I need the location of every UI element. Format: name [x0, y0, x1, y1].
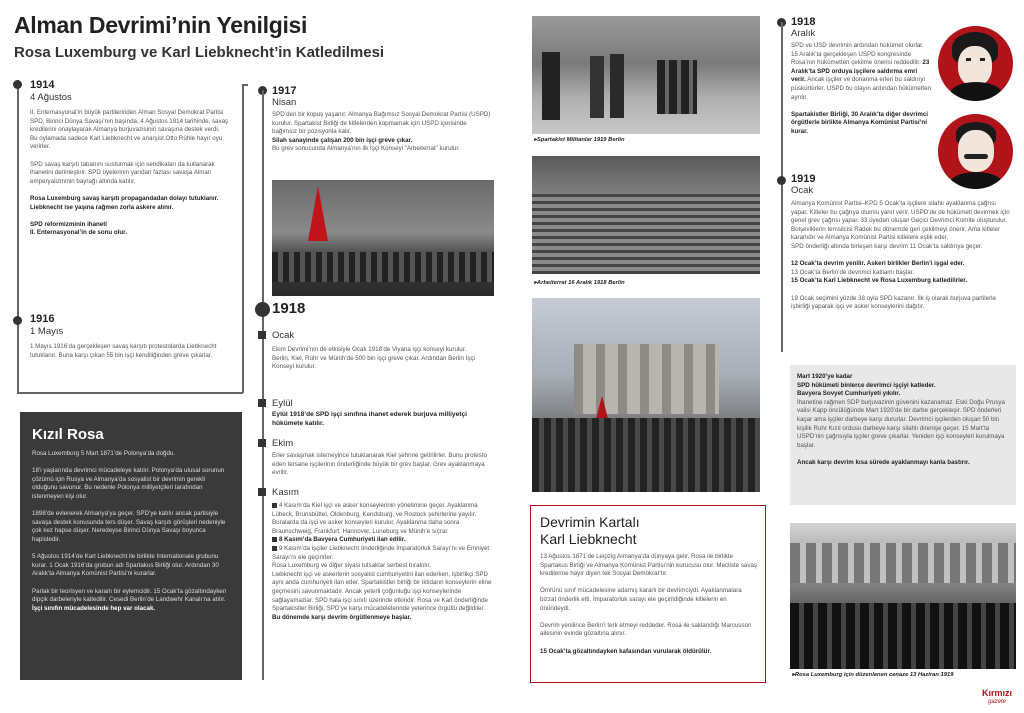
timeline-dot — [777, 176, 786, 185]
text-aralik: SPD ve USD devrimin ardından hükümet olurlar. 15 Aralık’ta gerçekleşen USPD kongresinde Rosa’nın hükümetten çekilme önerisi reddedilir. 23 Aralık’ta SPD orduya işçilere saldırma emri verir. Ancak işçiler ve donanma erleri bu saldırıyı püskürtürler. USPD bu olayın ardından hükümetten ayrılır. Spartakistler Birliği, 30 Aralık’ta diğer devrimci örgütlerle birlikte Almanya Komünist Partisi’ni kurar. — [791, 42, 931, 135]
photo-spartakist-militants — [532, 16, 760, 134]
kizil-rosa-box — [20, 412, 242, 680]
counter-revolution-box — [790, 365, 1016, 505]
year-1914: 1914 — [30, 79, 55, 91]
photo-brandenburg-gate — [532, 298, 760, 492]
karl-title: Devrimin Kartalı Karl Liebknecht — [540, 514, 640, 547]
month-1916: 1 Mayıs — [30, 326, 64, 337]
caption-funeral: ▸Rosa Luxemburg için düzenlenen cenaze 13 Haziran 1919 — [792, 672, 954, 678]
text-1919: Almanya Komünist Partisi–KPD 5 Ocak’ta işçilere silahlı ayaklanma çağrısı yapar. Kitleler bu çağrıya olumlu yanıt verir. USPD’de de hükümeti devirmek için genel grev çağrısı yapar. 33 üyeden oluşan Geçici Devrimci Komite oluşturulur. Bolşeviklerin temsilcisi Radek bu dönemde geri çekilmeyi önerir. Ama kitleler kararlıdır ve Almanya Komünist Partisi kitlelere eşlik eder. SPD önderliği altında birleşen karşı devrim 11 Ocak’ta saldırıya geçer. 12 Ocak’ta devrim yenilir. Askeri birlikler Berlin’i işgal eder. 13 Ocak’ta Berlin’de devrimci katliamı başlar. 15 Ocak’ta Karl Liebknecht ve Rosa Luxemburg katledilirler. 19 Ocak seçimini yüzde 38 oyla SPD kazanır. İlk iş olarak burjuva partilerle işbirliği yaparak işçi ve asker konseylerini dağıtır. — [791, 200, 1010, 311]
month-kasim: Kasım — [272, 487, 299, 498]
page-title: Alman Devrimi’nin Yenilgisi — [14, 12, 308, 38]
timeline-line — [17, 322, 19, 392]
month-ocak: Ocak — [272, 330, 295, 341]
counter-revolution-text: Mart 1920’ye kadar SPD hükümeti binlerce devrimci işçiyi katleder. Bavyera Sovyet Cumhuriyeti yıkılır. İhanetine rağmen SDP burjuvazinin güvenini kazanamaz. Eski Doğu Prusya valisi Kapp öncülüğünde Mart 1920’de bir darbe gerçekleşir. SPD önderleri kaçar ama işçiler darbeye karşı dururlar. Devrimci işçilerden oluşan 50 bin kişilik Ruhr Kızıl ordusu darbeye karşı silahlı direnişe geçer. 15 Mart’ta USPD’nin çağrısıyla işçiler greve çıkarlar. Yeniden işçi konseyleri kurulmaya başlar. Ancak karşı devrim kısa sürede ayaklanmayı kanla bastırır. — [797, 373, 1005, 466]
year-1918: 1918 — [272, 300, 306, 317]
photo-rosa-funeral — [790, 523, 1016, 669]
karl-liebknecht-box — [530, 505, 766, 683]
photo-crowd-1917 — [272, 180, 494, 296]
year-1917: 1917 — [272, 85, 297, 97]
kirmizi-logo: Kırmızı gazete — [982, 688, 1013, 705]
caption-spartakist: ▸Spartakist Militanlar 1919 Berlin — [534, 137, 625, 143]
bullet-square — [258, 399, 266, 407]
bullet-square — [258, 331, 266, 339]
year-1918-aralik: 1918 — [791, 16, 816, 28]
karl-text: 13 Ağustos 1871’de Leipzig Almanya’da dünyaya gelir. Rosa ile birlikte Spartakus Birliği ve Almanya Komünist Partisi’nin kurucusu olur. Mecliste savaş kredilerine hayır diyen tek Sosyal Demokrat’tır. Ömrünü sınıf mücadelesine adamış kararlı bir devrimciydi. Ayaklanmalara bizzat önderlik etti. İmparatorluk sarayı ele geçirildiğinde kitlelerin en önündeydi. Devrim yenilince Berlin’i terk etmeyi reddeder. Rosa ile saklandığı Marcusson ailesinin evinde gözaltına alınır. 15 Ocak’ta gözaltındayken kafasından vurularak öldürülür. — [540, 553, 757, 655]
timeline-dot-1918 — [255, 302, 270, 317]
kizil-rosa-title: Kızıl Rosa — [32, 426, 104, 443]
year-1919: 1919 — [791, 173, 816, 185]
caption-arbeiterrat: ▸Arbeiterrat 16 Aralık 1918 Berlin — [534, 280, 625, 286]
portrait-rosa — [938, 26, 1013, 101]
month-1914: 4 Ağustos — [30, 92, 72, 103]
bullet-square — [258, 439, 266, 447]
year-1916: 1916 — [30, 313, 55, 325]
text-ocak-1918: Ekim Devrimi’nin de etkisiyle Ocak 1918’de Viyana işçi konseyi kurulur. Berlin, Kiel, Ruhr ve Münih’de 500 bin işçi greve çıkar. Ardından Berlin İşçi Konseyi kurulur. — [272, 346, 475, 371]
photo-arbeiterrat — [532, 156, 760, 274]
month-ekim: Ekim — [272, 438, 294, 449]
text-ekim: Erler savaşmak istemeyince tutuklanarak Kiel şehrine getirilirler. Bunu protesto eden tersane işçilerinin önderliğinde büyük bir grev başlar. Grev ayaklanmaya evrilir. — [272, 452, 487, 477]
timeline-dot — [13, 316, 22, 325]
portrait-karl — [938, 114, 1013, 189]
text-1914: II. Enternasyonal’in büyük partilerinden Alman Sosyal Demokrat Partisi SPD, Birinci Dünya Savaşı’nın başında, 4 Ağustos 1914 tarihinde, savaş kredilerini onaylayarak Almanya burjuvazisinin savaşına destek verdi. Bu oylamada sadece Karl Liebknecht ve anarşist Otto Rühle hayır oyu verirler. SPD savaş karşıtı tabanını susturmak için sendikaları da kullanarak ihanetini derinleştirir. SPD üyelerinin yarıdan fazlası savaşa Alman emperyalizminin bayrağı altında katılır. Rosa Luxemburg savaş karşıtı propagandadan dolayı tutuklanır. Liebknecht ise yaşına rağmen zorla askere alınır. SPD reformizminin ihaneti II. Enternasyonal’in de sonu olur. — [30, 109, 229, 237]
timeline-line — [781, 22, 783, 352]
timeline-connector — [17, 392, 243, 394]
timeline-line — [242, 84, 244, 393]
timeline-line — [17, 80, 19, 320]
bullet-square — [258, 488, 266, 496]
timeline-dot — [13, 80, 22, 89]
month-ocak-1919: Ocak — [791, 185, 814, 196]
text-eylul: Eylül 1918’de SPD işçi sınıfına ihanet ederek burjuva milliyetçi hükümete katılır. — [272, 411, 467, 427]
text-1917: SPD’den bir kopuş yaşanır. Almanya Bağımsız Sosyal Demokrat Partisi (USPD) kurulur. Spartakist Birliği de kitlelerden kopmamak için USPD içerisinde bağımsız bir pozisyonla kalır. Silah sanayinde çalışan 200 bin işçi greve çıkar. Bu grev sonucunda Almanya’nın ilk İşçi Konseyi “Arbeiterrat” kurulur. — [272, 111, 491, 153]
timeline-line — [262, 90, 264, 680]
month-1917: Nisan — [272, 97, 297, 108]
kizil-rosa-text: Rosa Luxemburg 5 Mart 1871’de Polonya’da doğdu. 18’i yaşlarında devrimci mücadeleye katılır. Polonya’da ulusal sorunun çözümü için Rusya ve Almanya’da sosyalist bir devrimin gerekli olduğunu savunur. Bu nedenle Polonya milliyetçileri tarafından istenmeyen kişi olur. 1898’de evlenerek Almanya’ya geçer. SPD’ye katılır ancak partisiyle savaşa destek konusunda ters düşer. Savaş karşıtı görüşleri nedeniyle çok kez hapse düşer. Neredeyse Birinci Dünya Savaşı boyunca hapistedir. 5 Ağustos 1914’de Karl Liebknecht ile birlikte Internationale grubunu kurar. 1 Ocak 1916’da grubun adı Spartakus Birliği olur. Ardından 30 Aralık’ta Almanya Komünist Partisi’ni kurarlar. Parlak bir teorisyen ve kararlı bir eylemcidir. 15 Ocak’ta gözaltındayken dipçik darbeleriyle katledilir. Cesedi Berlin’de Landwehr Kanalı’na atılır. İşçi sınıfın mücadelesinde hep var olacak. — [32, 450, 227, 612]
month-aralik: Aralık — [791, 28, 816, 39]
text-1916: 1 Mayıs 1916’da gerçekleşen savaş karşıtı protestolarda Liebknecht tutuklanır. Buna karşı çıkan 55 bin işçi kendiliğinden greve çıkarlar. — [30, 343, 217, 359]
page-subtitle: Rosa Luxemburg ve Karl Liebknecht’in Katledilmesi — [14, 44, 385, 61]
month-eylul: Eylül — [272, 398, 293, 409]
timeline-connector — [242, 84, 248, 86]
text-kasim: 4 Kasım’da Kiel işçi ve asker konseylerinin yönetimine geçer. Ayaklanma Lübeck, Brunsbüttel, Oldenburg, Kendsburg, ve Rostock şehirlerine yayılır. Buralarda da işçi ve asker konseyleri kurulur. Ayaklanma daha sonra Braunschweig, Frankfurt, Hannover, Luneburg ve Münih’e sıçrar. 8 Kasım’da Bavyera Cumhuriyeti ilan edilir. 9 Kasım’da işçiler Liebknecht önderliğinde İmparatorluk Sarayı’nı ve Emniyet Sarayı’nı ele geçirirler. Rosa Luxemburg ve diğer siyasi tutsaklar serbest bırakılır. Liebknecht işçi ve askerlerin sosyalist cumhuriyetini ilan ederken, işbirlikçi SPD aynı anda cumhuriyeti ilan eder. Spartakistler birliği bir iktidarın konseylerin eline geçmesini savunmaktadır. Ancak yeterli çoğunluğu işçi konseylerinde sağlayamazlar. SPD hala işçi sınıfı üzerinde etkindir. Rosa ve Karl önderliğinde Spartakistler Birliği, SPD’ye karşı mücadelelerinde yeterince örgütlü değildiler. Bu dönemde karşı devrim örgütlenmeye başlar. — [272, 502, 492, 621]
